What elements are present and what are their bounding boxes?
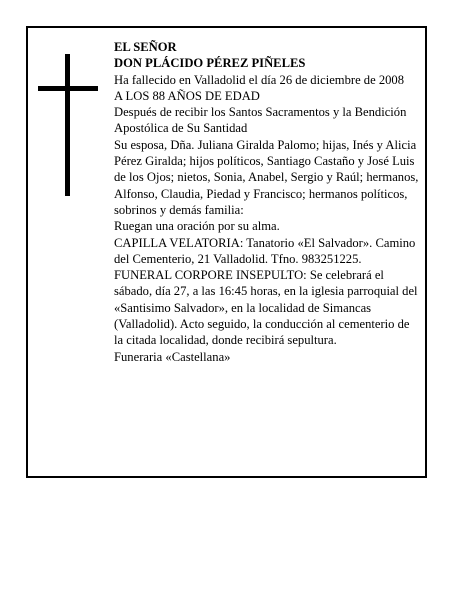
chapel-info: CAPILLA VELATORIA: Tanatorio «El Salvador». Camino del Cementerio, 21 Valladolid. Tfno. 983251225. (114, 235, 416, 266)
obituary-text (114, 39, 420, 365)
title-line-1: EL SEÑOR (114, 40, 177, 54)
family-list: Su esposa, Dña. Juliana Giralda Palomo; hijas, Inés y Alicia Pérez Giralda; hijos políticos, Santiago Castaño y José Luis de los Ojos; nietos, Sonia, Anabel, Sergio y Raúl; hermanos, Alfonso, Claudia, Piedad y Francisco; hermanos políticos, sobrinos y demás familia: (114, 137, 419, 217)
cross-horizontal-bar (38, 86, 98, 91)
sacraments-statement: Después de recibir los Santos Sacramentos y la Bendición Apostólica de Su Santidad (114, 105, 407, 136)
cross-icon (38, 54, 98, 196)
death-statement: Ha fallecido en Valladolid el día 26 de diciembre de 2008 (114, 72, 405, 87)
funeral-home: Funeraria «Castellana» (114, 349, 231, 364)
prayer-request: Ruegan una oración por su alma. (114, 219, 280, 234)
cross-vertical-bar (65, 54, 70, 196)
deceased-name: DON PLÁCIDO PÉREZ PIÑELES (114, 56, 306, 71)
funeral-info: FUNERAL CORPORE INSEPULTO: Se celebrará el sábado, día 27, a las 16:45 horas, en la iglesia parroquial del «Santisimo Salvador», en la localidad de Simancas (Valladolid). Acto seguido, la conducción al cementerio de la citada localidad, donde recibirá sepultura. (114, 268, 418, 348)
age-statement: A LOS 88 AÑOS DE EDAD (114, 88, 260, 103)
